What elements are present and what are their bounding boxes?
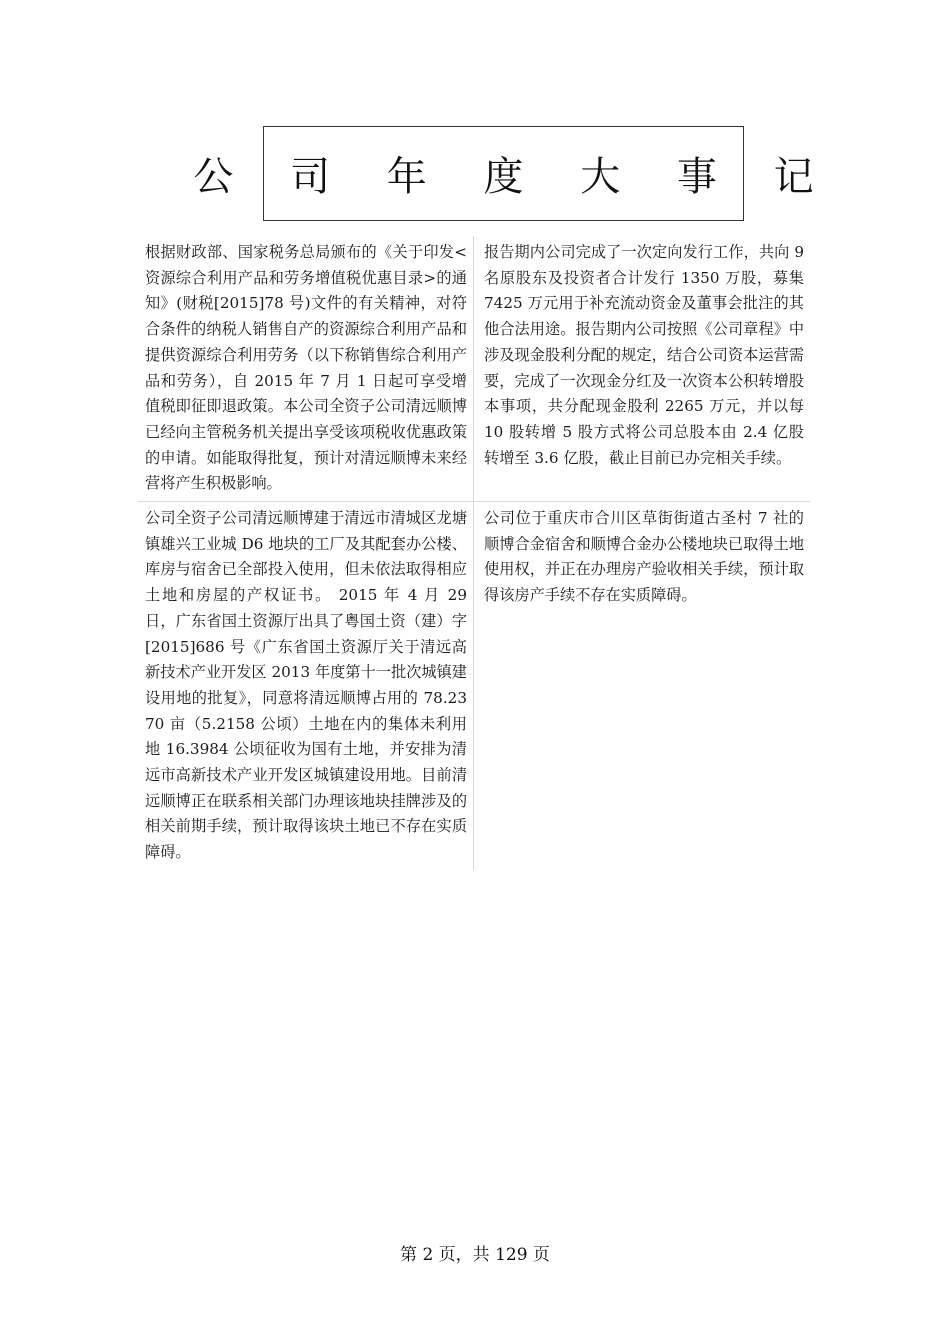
events-table: [138, 236, 810, 870]
title-box: [193, 126, 836, 221]
event-cell-property-rights: 公司位于重庆市合川区草街街道古圣村 7 社的顺博合金宿舍和顺博合金办公楼地块已取得土地使用权，并正在办理房产验收相关手续，预计取得该房产手续不存在实质障碍。: [484, 509, 804, 605]
page-title: 公 司 年 度 大 事 记: [193, 154, 836, 200]
event-cell-share-issuance: 报告期内公司完成了一次定向发行工作，共向 9 名原股东及投资者合计发行 1350 万股，募集 7425 万元用于补充流动资金及董事会批注的其他合法用途。报告期内公司按照《公司章程》中涉及现金股利分配的规定，结合公司资本运营需要，完成了一次现金分红及一次资本公积转增股本事项，共分配现金股利 2265 万元，并以每 10 股转增 5 股方式将公司总股本由 2.4 亿股转增至 3.6 亿股，截止目前已办完相关手续。: [484, 243, 804, 467]
event-cell-tax-policy: 根据财政部、国家税务总局颁布的《关于印发<资源综合利用产品和劳务增值税优惠目录>的通知》(财税[2015]78 号)文件的有关精神，对符合条件的纳税人销售自产的资源综合利用产品和提供资源综合利用劳务（以下称销售综合利用产品和劳务），自 2015 年 7 月 1 日起可享受增值税即征即退政策。本公司全资子公司清远顺博已经向主管税务机关提出享受该项税收优惠政策的申请。如能取得批复，预计对清远顺博未来经营将产生积极影响。: [138, 236, 474, 501]
event-row: [138, 236, 810, 502]
event-row: [138, 502, 810, 870]
page-footer: 第 2 页，共 129 页: [400, 1245, 550, 1265]
event-cell-land-rights: 公司全资子公司清远顺博建于清远市清城区龙塘镇雄兴工业城 D6 地块的工厂及其配套办公楼、库房与宿舍已全部投入使用，但未依法取得相应土地和房屋的产权证书。 2015 年 4 月 29 日，广东省国土资源厅出具了粤国土资（建）字[2015]686 号《广东省国土资源厅关于清远高新技术产业开发区 2013 年度第十一批次城镇建设用地的批复》，同意将清远顺博占用的 78.2370 亩（5.2158 公顷）土地在内的集体未利用地 16.3984 公顷征收为国有土地，并安排为清远市高新技术产业开发区城镇建设用地。目前清远顺博正在联系相关部门办理该地块挂牌涉及的相关前期手续，预计取得该块土地已不存在实质障碍。: [138, 502, 474, 870]
